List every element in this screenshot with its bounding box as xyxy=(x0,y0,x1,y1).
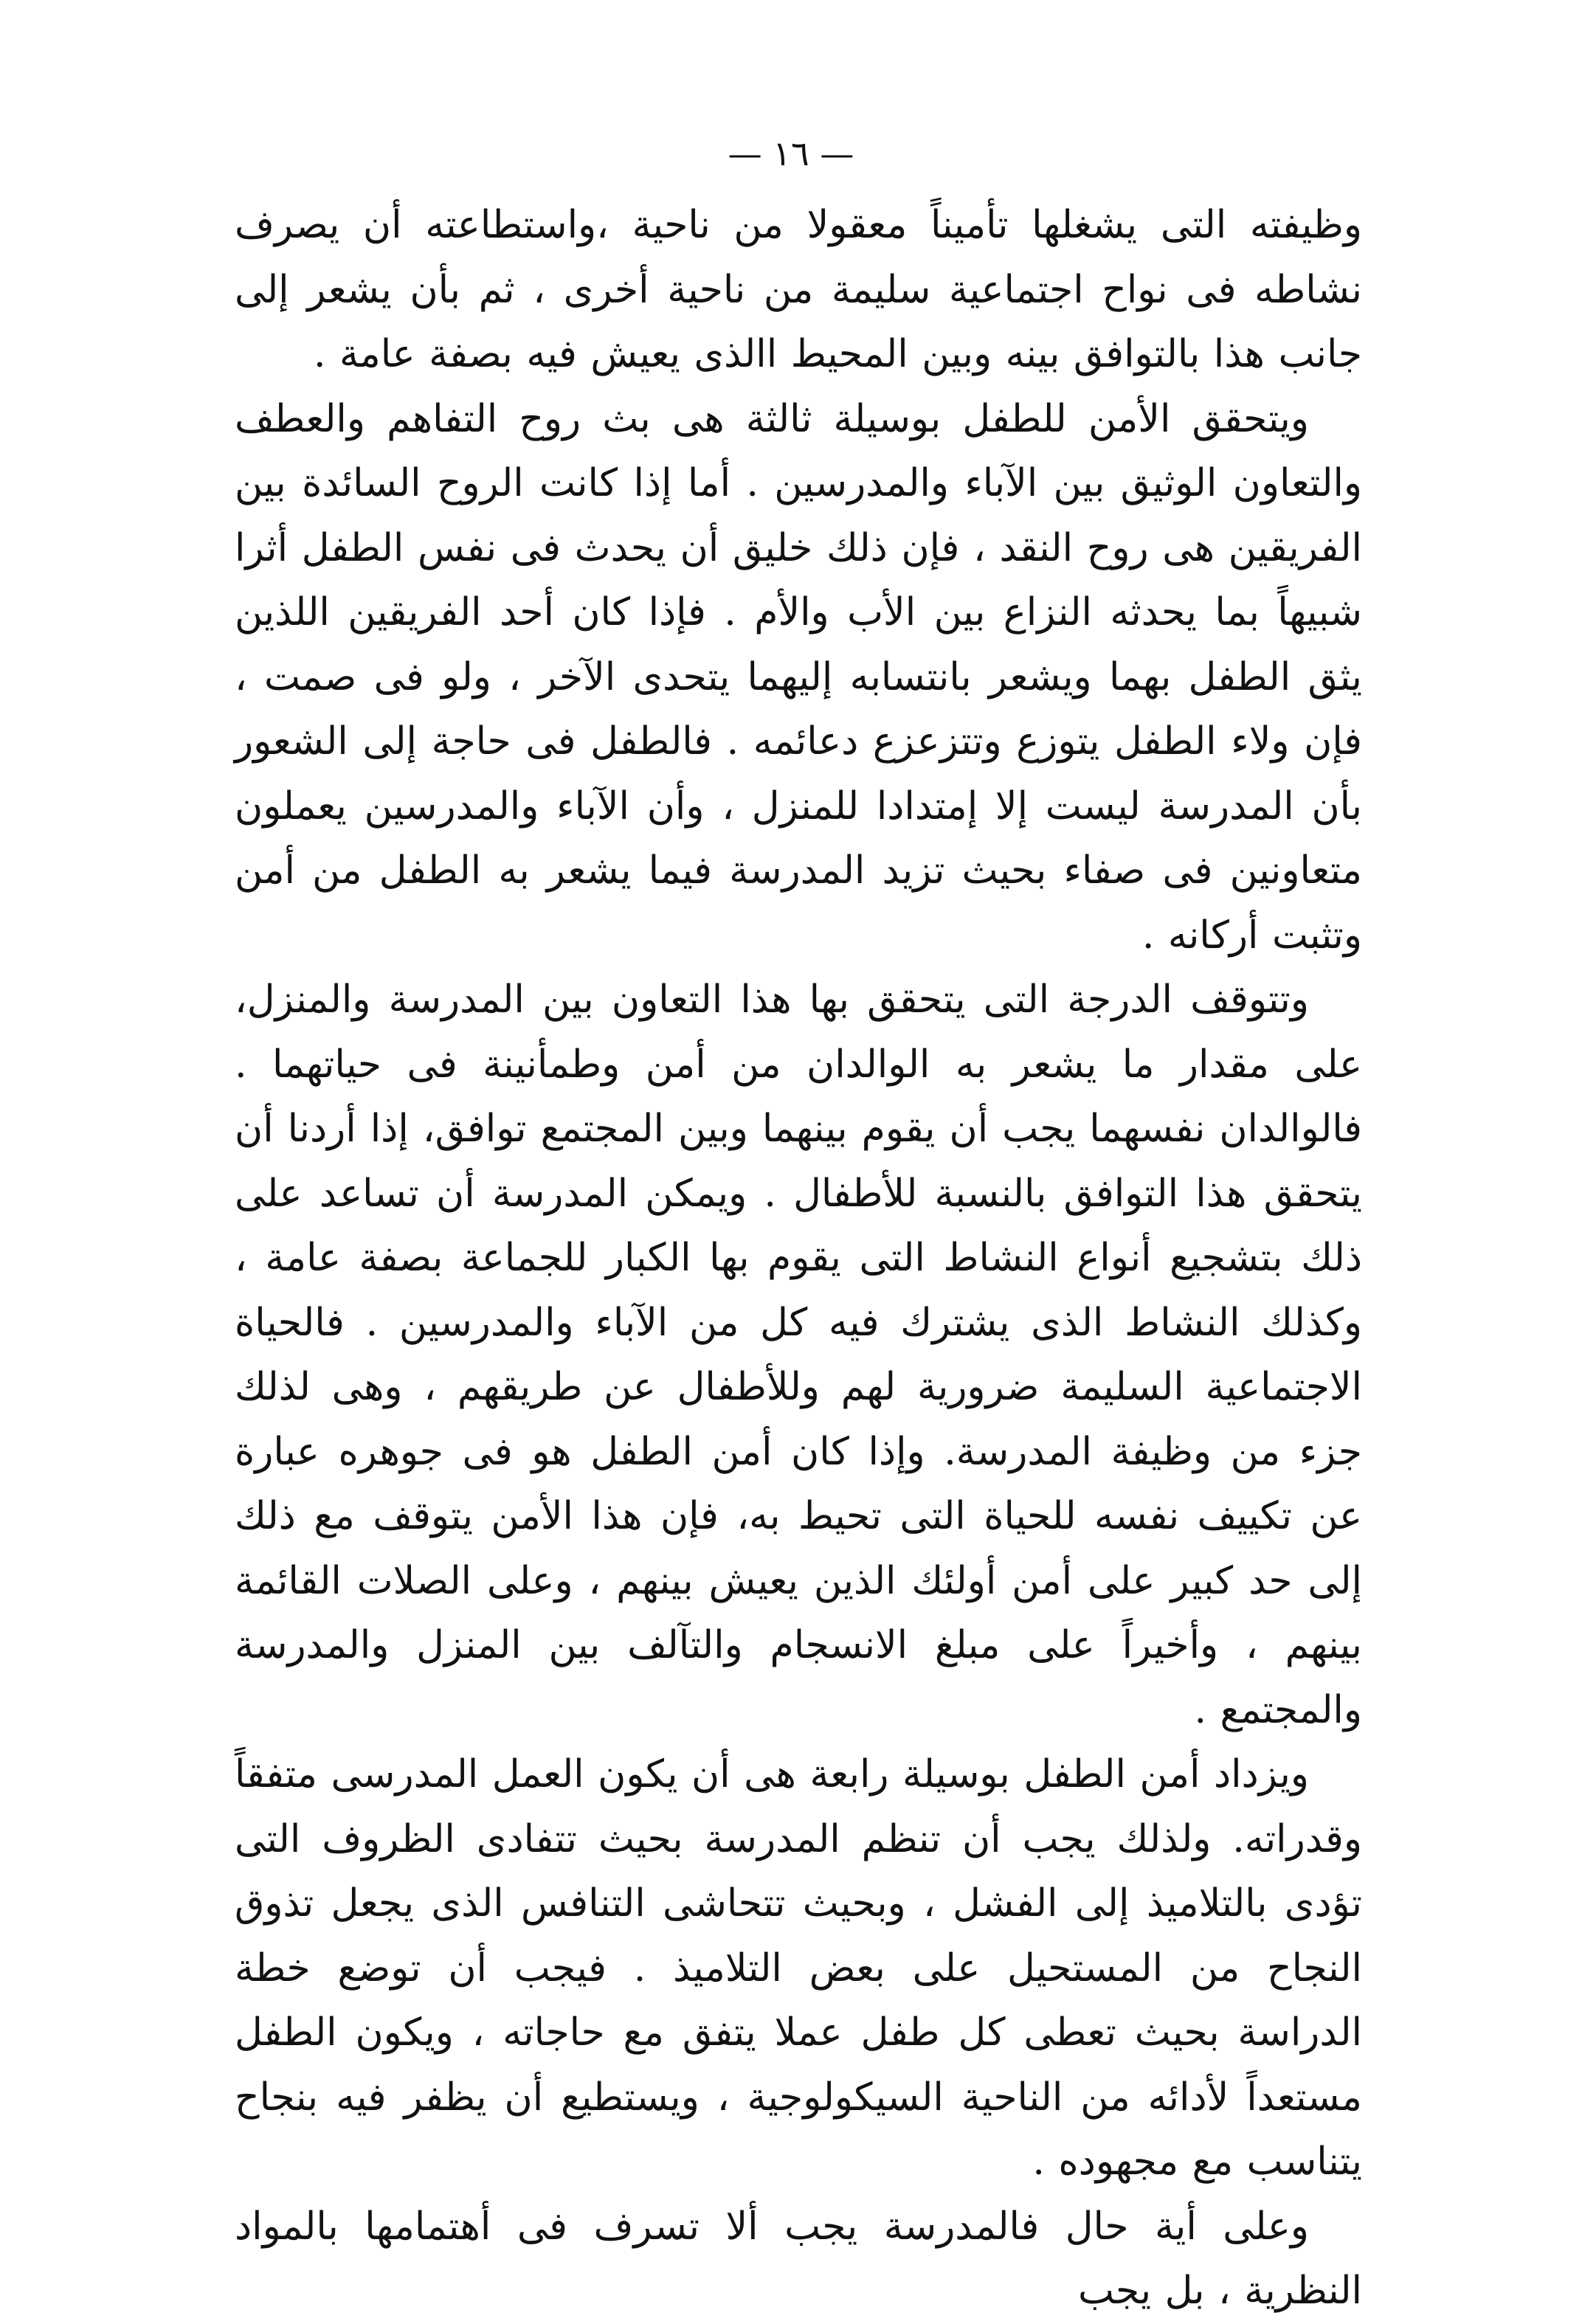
paragraph-2: ويتحقق الأمن للطفل بوسيلة ثالثة هى بث روح التفاهم والعطف والتعاون الوثيق بين الآباء والمدرسين . أما إذا كانت الروح السائدة بين الفريقين هى روح النقد ، فإن ذلك خليق أن يحدث فى نفس الطفل أثرا شبيهاً بما يحدثه النزاع بين الأب والأم . فإذا كان أحد الفريقين اللذين يثق الطفل بهما ويشعر بانتسابه إليهما يتحدى الآخر ، ولو فى صمت ، فإن ولاء الطفل يتوزع وتتزعزع دعائمه . فالطفل فى حاجة إلى الشعور بأن المدرسة ليست إلا إمتدادا للمنزل ، وأن الآباء والمدرسين يعملون متعاونين فى صفاء بحيث تزيد المدرسة فيما يشعر به الطفل من أمن وتثبت أركانه . xyxy=(235,396,1362,958)
paragraph-4: ويزداد أمن الطفل بوسيلة رابعة هى أن يكون العمل المدرسى متفقاً وقدراته. ولذلك يجب أن تنظم المدرسة بحيث تتفادى الظروف التى تؤدى بالتلاميذ إلى الفشل ، وبحيث تتحاشى التنافس الذى يجعل تذوق النجاح من المستحيل على بعض التلاميذ . فيجب أن توضع خطة الدراسة بحيث تعطى كل طفل عملا يتفق مع حاجاته ، ويكون الطفل مستعداً لأدائه من الناحية السيكولوجية ، ويستطيع أن يظفر فيه بنجاح يتناسب مع مجهوده . xyxy=(235,1752,1362,2184)
paragraph-1: وظيفته التى يشغلها تأميناً معقولا من ناحية ،واستطاعته أن يصرف نشاطه فى نواح اجتماعية سليمة من ناحية أخرى ، ثم بأن يشعر إلى جانب هذا بالتوافق بينه وبين المحيط االذى يعيش فيه بصفة عامة . xyxy=(235,203,1362,376)
paragraph-5: وعلى أية حال فالمدرسة يجب ألا تسرف فى أهتمامها بالمواد النظرية ، بل يجب xyxy=(235,2204,1362,2313)
paragraph-3: وتتوقف الدرجة التى يتحقق بها هذا التعاون بين المدرسة والمنزل، على مقدار ما يشعر به الوالدان من أمن وطمأنينة فى حياتهما . فالوالدان نفسهما يجب أن يقوم بينهما وبين المجتمع توافق، إذا أردنا أن يتحقق هذا التوافق بالنسبة للأطفال . ويمكن المدرسة أن تساعد على ذلك بتشجيع أنواع النشاط التى يقوم بها الكبار للجماعة بصفة عامة ، وكذلك النشاط الذى يشترك فيه كل من الآباء والمدرسين . فالحياة الاجتماعية السليمة ضرورية لهم وللأطفال عن طريقهم ، وهى لذلك جزء من وظيفة المدرسة. وإذا كان أمن الطفل هو فى جوهره عبارة عن تكييف نفسه للحياة التى تحيط به، فإن هذا الأمن يتوقف مع ذلك إلى حد كبير على أمن أولئك الذين يعيش بينهم ، وعلى الصلات القائمة بينهم ، وأخيراً على مبلغ الانسجام والتآلف بين المنزل والمدرسة والمجتمع . xyxy=(235,978,1362,1732)
page-number: — ١٦ — xyxy=(728,134,854,173)
body-text xyxy=(235,193,1362,2324)
